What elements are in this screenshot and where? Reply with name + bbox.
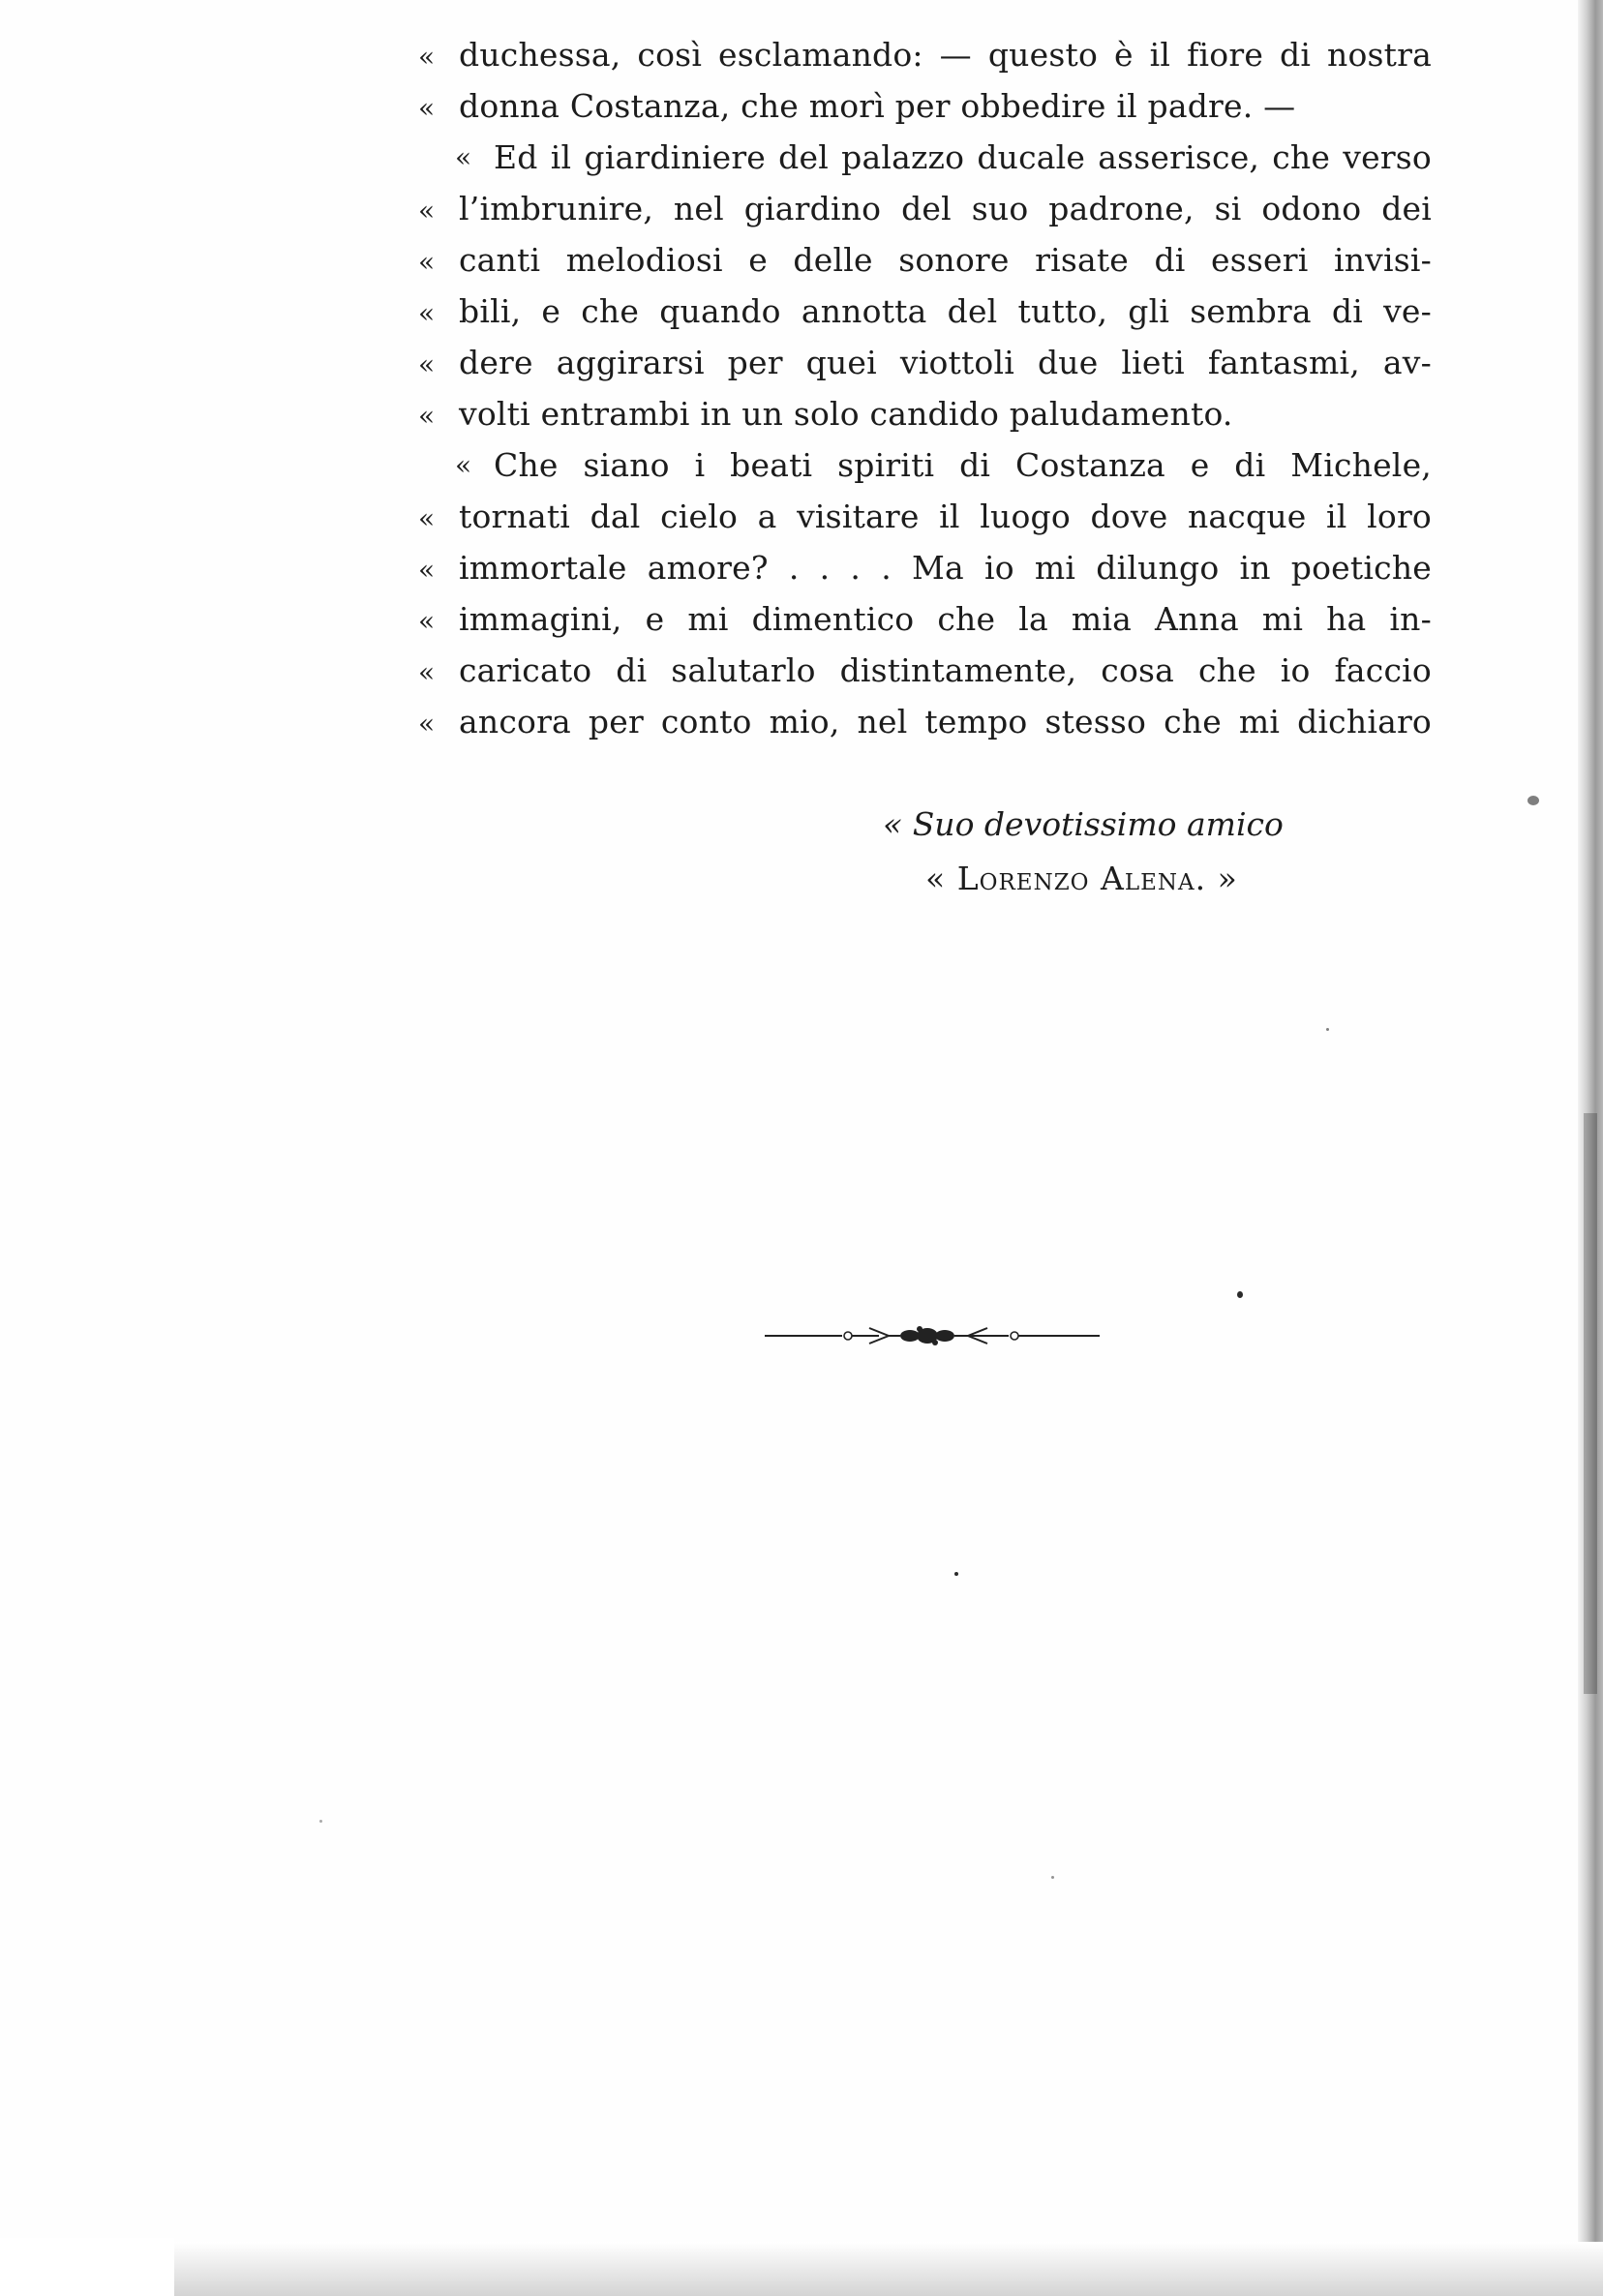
line-text: Ed il giardiniere del palazzo ducale asserisce, che verso — [494, 138, 1432, 176]
text-line — [418, 439, 1454, 491]
line-text: duchessa, così esclamando: — questo è il fiore di nostra — [459, 36, 1432, 74]
line-text: ancora per conto mio, nel tempo stesso che mi dichiaro — [459, 703, 1432, 740]
quote-mark: « — [418, 246, 436, 278]
ornament-divider-icon — [765, 1316, 1100, 1355]
quote-mark: « — [418, 400, 436, 432]
text-line — [418, 80, 1454, 132]
quote-mark: « — [455, 449, 472, 481]
ink-speck — [1326, 1028, 1329, 1031]
scan-corner — [0, 2238, 174, 2296]
quote-mark: « — [418, 297, 436, 329]
line-text: dere aggirarsi per quei viottoli due lieti fantasmi, av- — [459, 344, 1432, 381]
signature-name: Lorenzo Alena. — [956, 860, 1207, 897]
text-line — [418, 388, 1454, 439]
text-line — [418, 696, 1454, 747]
text-line — [418, 337, 1454, 388]
quote-mark: « — [883, 805, 903, 843]
text-line — [418, 132, 1454, 183]
signature-name-line — [883, 852, 1386, 906]
quote-mark: « — [418, 502, 436, 534]
text-line — [418, 645, 1454, 696]
scan-edge-bottom — [165, 2242, 1603, 2296]
line-text: l’imbrunire, nel giardino del suo padrone, si odono dei — [459, 190, 1432, 227]
quote-mark: « — [455, 141, 472, 173]
quote-mark: « — [418, 605, 436, 637]
quote-mark: « — [418, 92, 436, 124]
line-text: immagini, e mi dimentico che la mia Anna mi ha in- — [459, 600, 1432, 638]
text-line — [418, 286, 1454, 337]
text-line — [418, 542, 1454, 593]
ink-speck — [1051, 1876, 1054, 1879]
line-text: tornati dal cielo a visitare il luogo dove nacque il loro — [459, 498, 1432, 535]
line-text: caricato di salutarlo distintamente, cosa che io faccio — [459, 651, 1432, 689]
line-text: bili, e che quando annotta del tutto, gli sembra di ve- — [459, 292, 1432, 330]
signature-block — [883, 798, 1386, 906]
line-text: canti melodiosi e delle sonore risate di esseri invisi- — [459, 241, 1432, 279]
ink-speck — [954, 1572, 958, 1576]
letter-text — [418, 29, 1454, 747]
quote-mark: « — [418, 195, 436, 227]
quote-mark: « — [418, 554, 436, 586]
text-line — [418, 593, 1454, 645]
quote-mark: « — [925, 860, 947, 897]
quote-mark: « — [418, 41, 436, 73]
text-line — [418, 234, 1454, 286]
line-text: donna Costanza, che morì per obbedire il padre. — — [459, 87, 1296, 125]
line-text: Che siano i beati spiriti di Costanza e di Michele, — [494, 446, 1432, 484]
text-line — [418, 183, 1454, 234]
quote-mark: « — [418, 348, 436, 380]
line-text: immortale amore? . . . . Ma io mi dilungo in poetiche — [459, 549, 1432, 587]
ink-speck — [319, 1820, 322, 1823]
quote-mark: « — [418, 708, 436, 740]
closing-text: Suo devotissimo amico — [912, 805, 1284, 843]
text-line — [418, 29, 1454, 80]
scan-shadow — [1584, 1113, 1597, 1694]
closing-line — [883, 798, 1386, 852]
text-line — [418, 491, 1454, 542]
ink-speck — [1527, 796, 1539, 805]
line-text: volti entrambi in un solo candido paludamento. — [459, 395, 1233, 433]
quote-mark: » — [1217, 860, 1238, 897]
quote-mark: « — [418, 656, 436, 688]
ink-speck — [1237, 1291, 1243, 1298]
